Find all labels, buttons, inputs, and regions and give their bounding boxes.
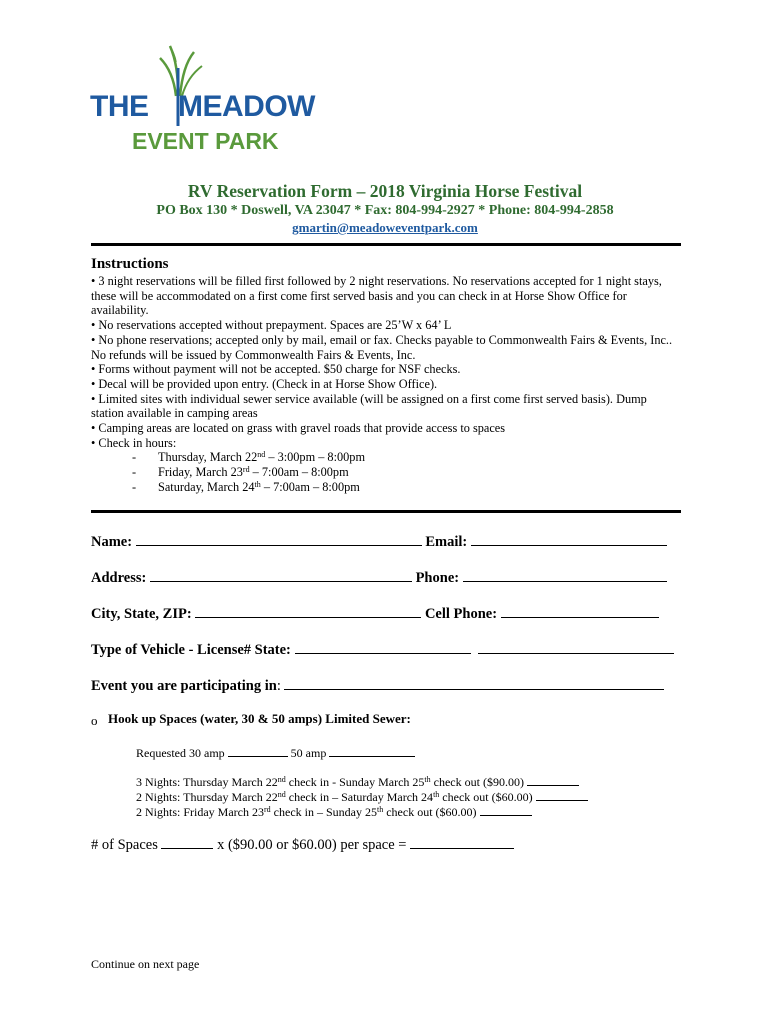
spaces-total-field[interactable] <box>410 836 514 849</box>
spaces-price-text: x ($90.00 or $60.00) per space = <box>217 837 407 853</box>
divider <box>91 243 681 246</box>
check-in-hour-thursday: - Thursday, March 22nd – 3:00pm – 8:00pm <box>132 450 366 465</box>
instruction-item: • Decal will be provided upon entry. (Check in at Horse Show Office). <box>91 376 438 391</box>
check-in-hours-list <box>91 450 681 494</box>
spaces-label: # of Spaces <box>91 837 158 853</box>
two-nights-thursday-field[interactable] <box>536 790 588 801</box>
logo-text-the: THE <box>90 90 149 123</box>
vehicle-state-field[interactable] <box>478 641 674 654</box>
instructions-heading: Instructions <box>91 256 169 272</box>
vehicle-label: Type of Vehicle - License# State: <box>91 642 291 658</box>
instruction-item: • Forms without payment will not be accepted. $50 charge for NSF checks. <box>91 362 461 377</box>
cell-phone-field[interactable] <box>501 605 659 618</box>
two-nights-friday-field[interactable] <box>480 805 532 816</box>
instruction-item: • No reservations accepted without prepayment. Spaces are 25’W x 64’ L <box>91 318 452 333</box>
spaces-row <box>91 836 514 854</box>
city-cell-row <box>91 605 659 623</box>
requested-30-amp-label: Requested 30 amp <box>136 746 225 760</box>
divider <box>91 510 681 513</box>
check-in-hour-friday: - Friday, March 23rd – 7:00am – 8:00pm <box>132 465 349 480</box>
event-field[interactable] <box>284 677 664 690</box>
instruction-item: • No phone reservations; accepted only by mail, email or fax. Checks payable to Commonwealth Fairs & Events, Inc.. No refunds will be issued by Commonwealth Fairs & Events, Inc. <box>91 332 673 362</box>
address-label: Address: <box>91 570 147 586</box>
amp-50-field[interactable] <box>329 746 415 757</box>
instruction-item: • Check in hours: <box>91 435 177 450</box>
two-nights-thursday-row: 2 Nights: Thursday March 22nd check in – Saturday March 24th check out ($60.00) <box>136 790 588 805</box>
name-field[interactable] <box>136 533 422 546</box>
email-link-container <box>0 220 770 236</box>
three-nights-row: 3 Nights: Thursday March 22nd check in - Sunday March 25th check out ($90.00) <box>136 775 579 790</box>
cell-phone-label: Cell Phone: <box>424 606 498 622</box>
city-state-zip-field[interactable] <box>195 605 421 618</box>
phone-field[interactable] <box>463 569 667 582</box>
instruction-item: • 3 night reservations will be filled first followed by 2 night reservations. No reservations accepted for 1 night stays, these will be accommodated on a first come first served basis and you can check in at Horse Show Office for availability. <box>91 274 662 318</box>
instruction-item: • Limited sites with individual sewer service available (will be assigned on a first come first served basis). Dump station available in camping areas <box>91 391 647 421</box>
contact-address-line: PO Box 130 * Doswell, VA 23047 * Fax: 804-994-2927 * Phone: 804-994-2858 <box>156 203 614 218</box>
form-title: RV Reservation Form – 2018 Virginia Horse Festival <box>187 181 583 201</box>
email-link[interactable]: gmartin@meadoweventpark.com <box>292 220 478 235</box>
hookup-checkbox[interactable]: o <box>91 713 98 728</box>
email-field[interactable] <box>471 533 667 546</box>
instruction-item: • Camping areas are located on grass with gravel roads that provide access to spaces <box>91 421 506 436</box>
check-in-hour-saturday: - Saturday, March 24th – 7:00am – 8:00pm <box>132 479 360 494</box>
spaces-count-field[interactable] <box>161 836 213 849</box>
amp-request-row <box>136 746 415 761</box>
three-nights-field[interactable] <box>527 775 579 786</box>
event-label: Event you are participating in <box>91 678 277 694</box>
instructions-list <box>91 274 681 495</box>
meadow-event-park-logo <box>90 38 330 158</box>
logo-text-meadow: MEADOW <box>178 90 315 123</box>
phone-label: Phone: <box>415 570 460 586</box>
event-row: Event you are participating in: <box>91 677 664 695</box>
name-email-row <box>91 533 667 551</box>
city-state-zip-label: City, State, ZIP: <box>91 606 192 622</box>
hookup-label: Hook up Spaces (water, 30 & 50 amps) Limited Sewer: <box>108 711 411 726</box>
amp-30-field[interactable] <box>228 746 288 757</box>
vehicle-license-field[interactable] <box>295 641 471 654</box>
name-label: Name: <box>91 534 133 550</box>
amp-50-label: 50 amp <box>290 746 327 760</box>
address-field[interactable] <box>150 569 412 582</box>
email-label: Email: <box>425 534 468 550</box>
continue-note: Continue on next page <box>91 957 200 971</box>
vehicle-row <box>91 641 674 659</box>
address-phone-row <box>91 569 667 587</box>
logo-text-event-park: EVENT PARK <box>132 128 279 154</box>
two-nights-friday-row: 2 Nights: Friday March 23rd check in – Sunday 25th check out ($60.00) <box>136 805 532 820</box>
